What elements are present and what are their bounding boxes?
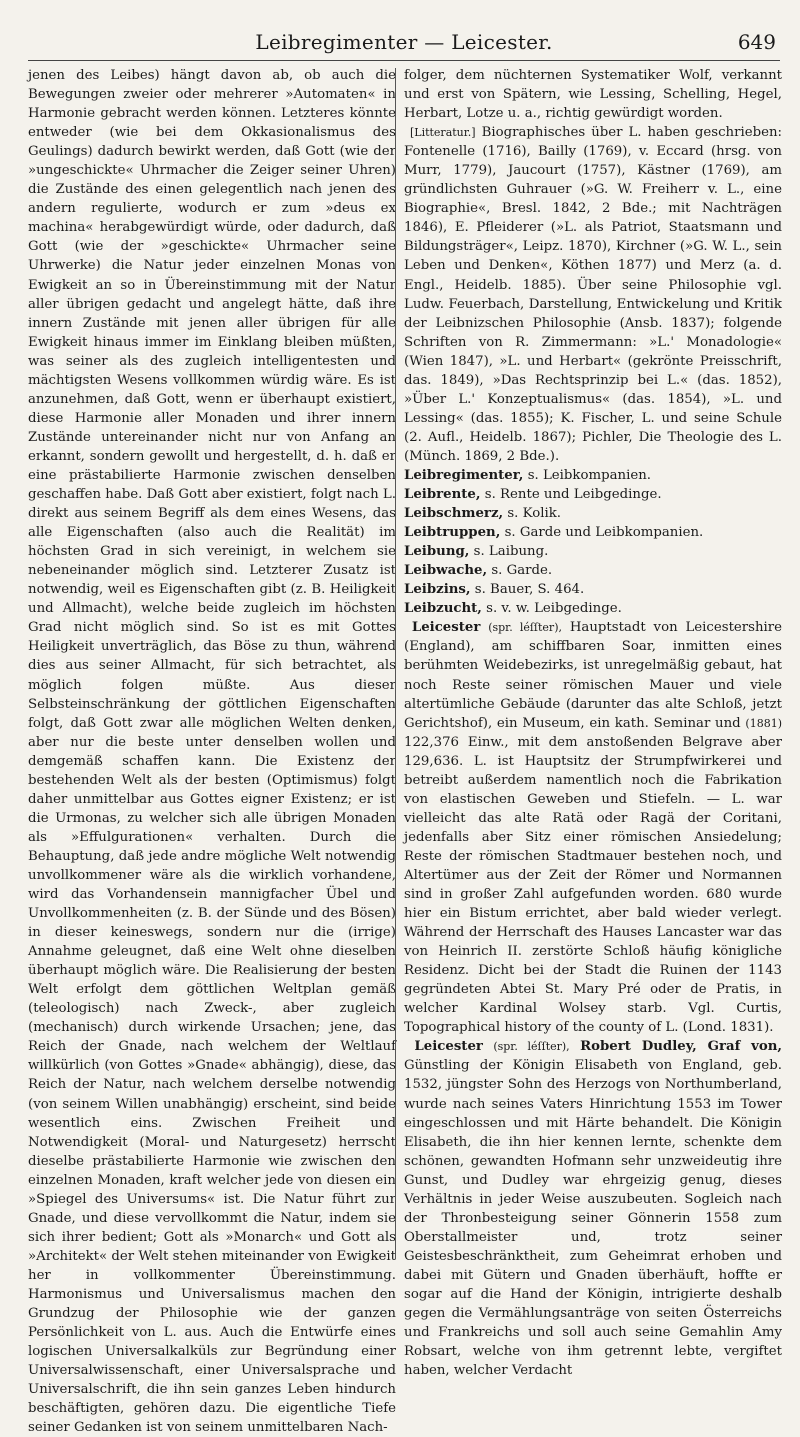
entry-term: Leibwache, <box>404 563 488 579</box>
entry-reference: s. Bauer, S. 464. <box>474 582 585 598</box>
entry-leibregimenter <box>404 466 782 485</box>
entry-reference: s. Rente und Leibgedinge. <box>484 487 662 503</box>
entry-leibrente <box>404 485 782 504</box>
leibniz-philosophy-text: jenen des Leibes) hängt davon ab, ob auch die Bewegungen zweier oder mehrerer »Automaten« in Harmonie gebracht werden können. Letzteres könnte entweder (wie bei dem Okkasionalismus des Geulings) dadurch bewirkt werden, daß Gott (wie der »ungeschickte« Uhrmacher die Zeiger seiner Uhren) die Zustände des einen gelegentlich nach jenen des andern regulierte, wodurch er zum »deus ex machina« herabgewürdigt würde, oder dadurch, daß Gott (wie der »geschickte« Uhrmacher seine Uhrwerke) die Natur jeder einzelnen Monas von Ewigkeit an so in Übereinstimmung mit der Natur aller übrigen gedacht und angelegt hätte, daß ihre innern Zustände mit jenen aller übrigen für alle Ewigkeit hinaus immer im Einklang bleiben müßten, was seiner als des zugleich intelligentesten und mächtigsten Wesens vollkommen würdig wäre. Es ist anzunehmen, daß Gott, wenn er überhaupt existiert, diese Harmonie aller Monaden und ihrer innern Zustände untereinander nicht nur von Anfang an erkannt, sondern gewollt und hergestellt, d. h. daß er eine prästabilierte Harmonie zwischen denselben geschaffen habe. Daß Gott aber existiert, folgt nach L. direkt aus seinem Begriff als dem eines Wesens, das alle Eigenschaften (also auch die Realität) im höchsten Grad in sich vereinigt, in welchem sie nebeneinander möglich sind. Letzterer Zusatz ist notwendig, weil es Eigenschaften gibt (z. B. Heiligkeit und Allmacht), welche beide zugleich im höchsten Grad nicht möglich sind. So ist es mit Gottes Heiligkeit unverträglich, das Böse zu thun, während dies aus seiner Allmacht, für sich betrachtet, als möglich folgen müßte. Aus dieser Selbsteinschränkung der göttlichen Eigenschaften folgt, daß Gott zwar alle möglichen Welten denken, aber nur die beste unter denselben wollen und demgemäß schaffen kann. Die Existenz der bestehenden Welt als der besten (Optimismus) folgt daher unmittelbar aus Gottes eigner Existenz; er ist die Urmonas, zu welcher sich alle übrigen Monaden als »Effulgurationen« verhalten. Durch die Behauptung, daß jede andre mögliche Welt notwendig unvollkommener wäre als die wirklich vorhandene, wird das Vorhandensein mannigfacher Übel und Unvollkommenheiten (z. B. der Sünde und des Bösen) in dieser keineswegs, sondern nur die (irrige) Annahme geleugnet, daß eine Welt ohne dieselben überhaupt möglich wäre. Die Realisierung der besten Welt erfolgt dem göttlichen Weltplan gemäß (teleologisch) nach Zweck-, aber zugleich (mechanisch) durch wirkende Ursachen; jene, das Reich der Gnade, nach welchem der Weltlauf willkürlich (von Gottes »Gnade« abhängig), diese, das Reich der Natur, nach welchem derselbe notwendig (von seinem Willen unabhängig) erscheint, sind beide wesentlich eins. Zwischen Freiheit und Notwendigkeit (Moral- und Naturgesetz) herrscht dieselbe prästabilierte Harmonie wie zwischen den einzelnen Monaden, kraft welcher jede von diesen ein »Spiegel des Universums« ist. Die Natur führt zur Gnade, und diese vervollkommt die Natur, indem sie sich ihrer bedient; Gott als »Monarch« und Gott als »Architekt« der Welt stehen miteinander von Ewigkeit her in vollkommenter Übereinstimmung. Harmonismus und Universalismus machen den Grundzug der Philosophie wie der ganzen Persönlichkeit von L. aus. Auch die Entwürfe eines logischen Universalkalküls zur Begründung einer Universalwissenschaft, einer Universalsprache und Universalschrift, die ihn sein ganzes Leben hindurch beschäftigten, gehören dazu. Die eigentliche Tiefe seiner Gedanken ist von seinem unmittelbaren Nach- <box>28 68 396 1436</box>
pronunciation: (spr. léſſter), <box>493 1040 570 1054</box>
entry-term: Leibzins, <box>404 582 471 598</box>
entry-term: Leibung, <box>404 544 470 560</box>
person-name: Robert Dudley, Graf von, <box>580 1039 782 1055</box>
entry-term: Leicester <box>411 620 481 636</box>
continuation-text: folger, dem nüchternen Systematiker Wolf, verkannt und erst von Spätern, wie Lessing, Schelling, Hegel, Herbart, Lotze u. a., richtig gewürdigt worden. <box>404 68 782 122</box>
entry-leibschmerz <box>404 504 782 523</box>
entry-leibung <box>404 542 782 561</box>
right-column <box>404 66 782 1380</box>
running-title: Leibregimenter — Leicester. <box>255 30 553 54</box>
entry-reference: s. Kolik. <box>507 506 562 522</box>
entry-leibtruppen <box>404 523 782 542</box>
header-rule <box>28 60 780 61</box>
entry-reference: s. Leibkompanien. <box>527 467 652 483</box>
entry-leibwache <box>404 561 782 580</box>
literature-label: [Litteratur.] <box>409 126 476 140</box>
entry-text: Günstling der Königin Elisabeth von England, geb. 1532, jüngster Sohn des Herzogs von Northumberland, wurde nach seines Vaters Hinrichtung 1553 im Tower eingeschlossen und mit Härte behandelt. Die Königin Elisabeth, die ihn hier kennen lernte, schenkte dem schönen, gewandten Hofmann sehr unzweideutig ihre Gunst, und Dudley war ehrgeizig genug, dieses Verhältnis in jeder Weise auszubeuten. Sogleich nach der Thronbesteigung seiner Gönnerin 1558 zum Oberstallmeister und, trotz seiner Geistesbeschränktheit, zum Geheimrat erhoben und dabei mit Gütern und Gnaden überhäuft, hoffte er sogar auf die Hand der Königin, intrigierte deshalb gegen die Vermählungsanträge von seiten Österreichs und Frankreichs und soll auch seine Gemahlin Amy Robsart, welche von ihm getrennt lebte, vergiftet haben, welcher Verdacht <box>404 1058 782 1379</box>
entry-term: Leibzucht, <box>404 601 482 617</box>
entry-reference: s. v. w. Leibgedinge. <box>486 601 622 617</box>
entry-text-continued: 122,376 Einw., mit dem anstoßenden Belgrave aber 129,636. L. ist Hauptsitz der Strumpfwirkerei und betreibt außerdem namentlich noch die Fabrikation von elastischen Geweben und Stiefeln. — L. war vielleicht das alte Ratä oder Ragä der Coritani, jedenfalls aber Sitz einer römischen Ansiedelung; Reste der römischen Stadtmauer bestehen noch, und Altertümer aus der Zeit der Römer und Normannen sind in großer Zahl aufgefunden worden. 680 wurde hier ein Bistum errichtet, aber bald wieder verlegt. Während der Herrschaft des Hauses Lancaster war das von Heinrich II. zerstörte Schloß häufig königliche Residenz. Dicht bei der Stadt die Ruinen der 1143 gegründeten Abtei St. Mary Pré oder de Pratis, in welcher Kardinal Wolsey starb. Vgl. Curtis, Topographical history of the county of L. (Lond. 1831). <box>404 734 782 1036</box>
entry-reference: s. Garde. <box>491 563 553 579</box>
column-divider <box>395 68 396 1259</box>
entry-term: Leibregimenter, <box>404 467 524 483</box>
entry-leicester-person <box>404 1037 782 1380</box>
literature-paragraph <box>404 123 782 466</box>
entry-term: Leibschmerz, <box>404 506 504 522</box>
entry-leibzins <box>404 580 782 599</box>
entry-term: Leibtruppen, <box>404 525 501 541</box>
literature-text: Biographisches über L. haben geschrieben: Fontenelle (1716), Bailly (1769), v. Eccard (hrsg. von Murr, 1779), Jaucourt (1757), Kästner (1769), am gründlichsten Guhrauer (»G. W. Freiherr v. L., eine Biographie«, Bresl. 1842, 2 Bde.; mit Nachträgen 1846), E. Pfleiderer (»L. als Patriot, Staatsmann und Bildungsträger«, Leipz. 1870), Kirchner (»G. W. L., sein Leben und Denken«, Köthen 1877) und Merz (a. d. Engl., Heidelb. 1885). Über seine Philosophie vgl. Ludw. Feuerbach, Darstellung, Entwickelung und Kritik der Leibnizschen Philosophie (Ansb. 1837); folgende Schriften von R. Zimmermann: »L.' Monadologie« (Wien 1847), »L. und Herbart« (gekrönte Preisschrift, das. 1849), »Das Rechtsprinzip bei L.« (das. 1852), »Über L.' Konzeptualismus« (das. 1854), »L. und Lessing« (das. 1855); K. Fischer, L. und seine Schule (2. Aufl., Heidelb. 1867); Pichler, Die Theologie des L. (Münch. 1869, 2 Bde.). <box>404 125 782 464</box>
entry-text: Hauptstadt von Leicestershire (England), am schiffbaren Soar, inmitten eines berühmten Weidebezirks, ist unregelmäßig gebaut, hat noch Reste seiner römischen Mauer und viele altertümliche Gebäude (darunter das alte Schloß, jetzt Gerichtshof), ein Museum, ein kath. Seminar und <box>404 620 782 731</box>
left-column <box>28 66 396 1437</box>
page-number: 649 <box>737 30 776 54</box>
page-header <box>28 30 780 60</box>
entry-reference: s. Garde und Leibkompanien. <box>504 525 704 541</box>
entry-term: Leicester <box>414 1039 483 1055</box>
entry-leicester-city <box>404 618 782 1037</box>
entry-leibzucht <box>404 599 782 618</box>
pronunciation: (spr. léſſter), <box>488 621 562 635</box>
entry-term: Leibrente, <box>404 487 481 503</box>
entry-reference: s. Laibung. <box>473 544 549 560</box>
census-year: (1881) <box>745 716 782 730</box>
